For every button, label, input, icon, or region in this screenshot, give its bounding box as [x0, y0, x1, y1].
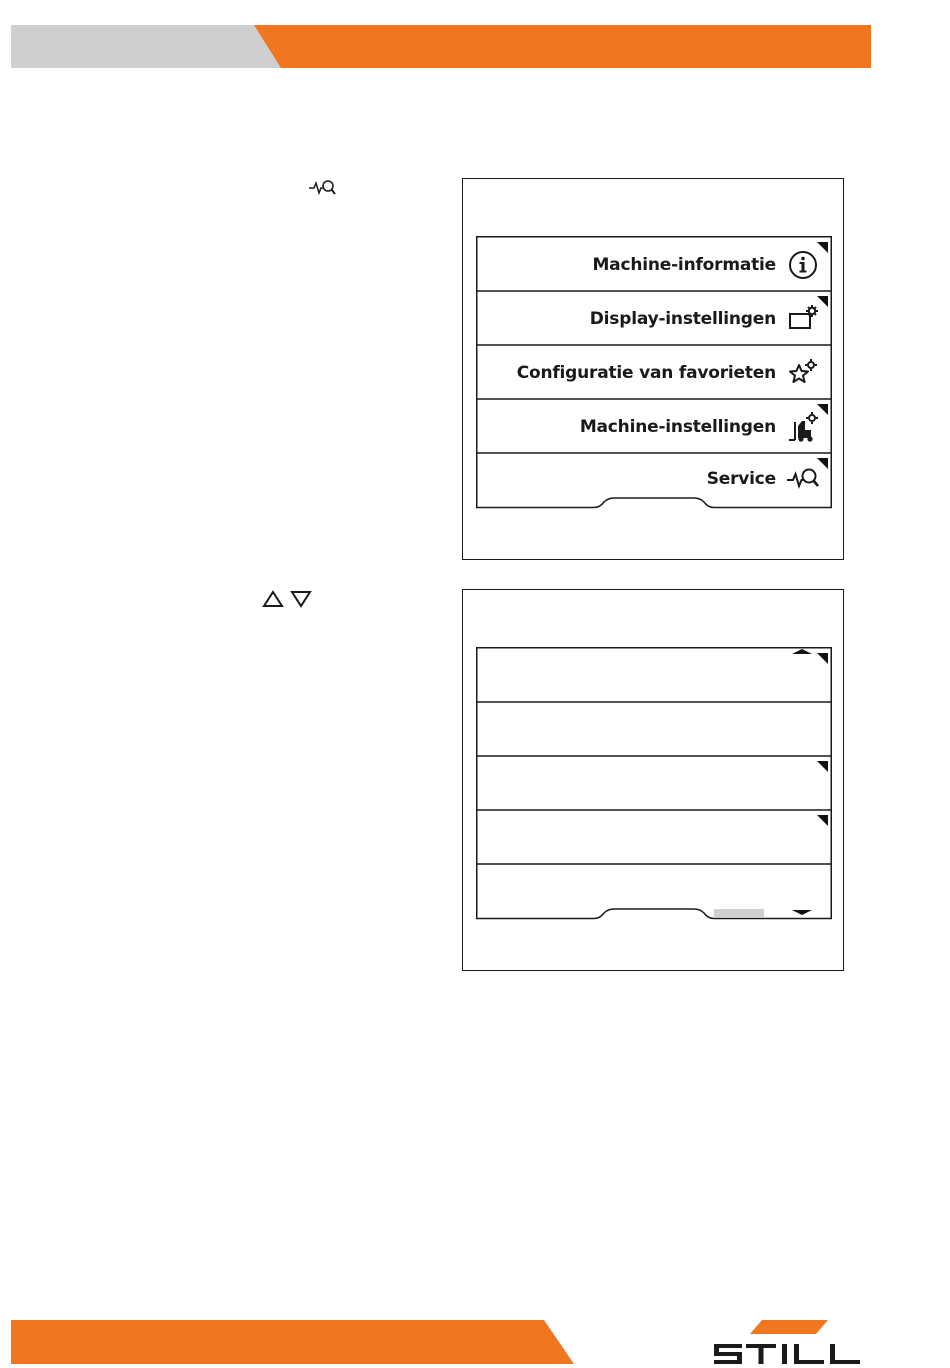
- still-logo: [712, 1318, 872, 1366]
- scroll-down-indicator: [792, 910, 812, 915]
- submenu-indicator: [817, 458, 828, 469]
- menu-item-label: Display-instellingen: [589, 309, 776, 329]
- menu-item-favorites-config[interactable]: [476, 346, 832, 400]
- list-item[interactable]: [476, 757, 832, 811]
- forklift-settings-icon: [786, 410, 820, 444]
- list-rows: [476, 647, 832, 920]
- display-screen-menu: [462, 178, 844, 560]
- menu-item-label: Service: [706, 469, 776, 489]
- submenu-indicator: [817, 404, 828, 415]
- menu-item-label: Configuratie van favorieten: [516, 363, 776, 383]
- submenu-indicator: [817, 296, 828, 307]
- service-search-icon: [786, 462, 820, 496]
- favorites-config-icon: [786, 356, 820, 390]
- list-item[interactable]: [476, 811, 832, 865]
- submenu-indicator: [817, 815, 828, 826]
- triangle-up-icon: [262, 589, 284, 609]
- scrollbar-thumb[interactable]: [714, 909, 764, 917]
- list-item[interactable]: [476, 865, 832, 909]
- navigation-arrows: [262, 589, 318, 611]
- menu-item-service[interactable]: [476, 454, 832, 504]
- footer-orange-band: [11, 1320, 574, 1364]
- submenu-indicator: [817, 242, 828, 253]
- menu-item-display-settings[interactable]: [476, 292, 832, 346]
- display-screen-list: [462, 589, 844, 971]
- menu-item-machine-settings[interactable]: [476, 400, 832, 454]
- menu-item-machine-info[interactable]: [476, 238, 832, 292]
- service-search-icon: [308, 176, 338, 198]
- triangle-down-icon: [290, 589, 312, 609]
- list-item[interactable]: [476, 703, 832, 757]
- header-orange-band: [11, 25, 871, 68]
- submenu-indicator: [817, 761, 828, 772]
- menu-list: [476, 236, 832, 509]
- list-item[interactable]: [476, 649, 832, 703]
- display-settings-icon: [786, 302, 820, 336]
- menu-item-label: Machine-informatie: [592, 255, 776, 275]
- submenu-indicator: [817, 653, 828, 664]
- menu-item-label: Machine-instellingen: [579, 417, 776, 437]
- info-icon: [786, 248, 820, 282]
